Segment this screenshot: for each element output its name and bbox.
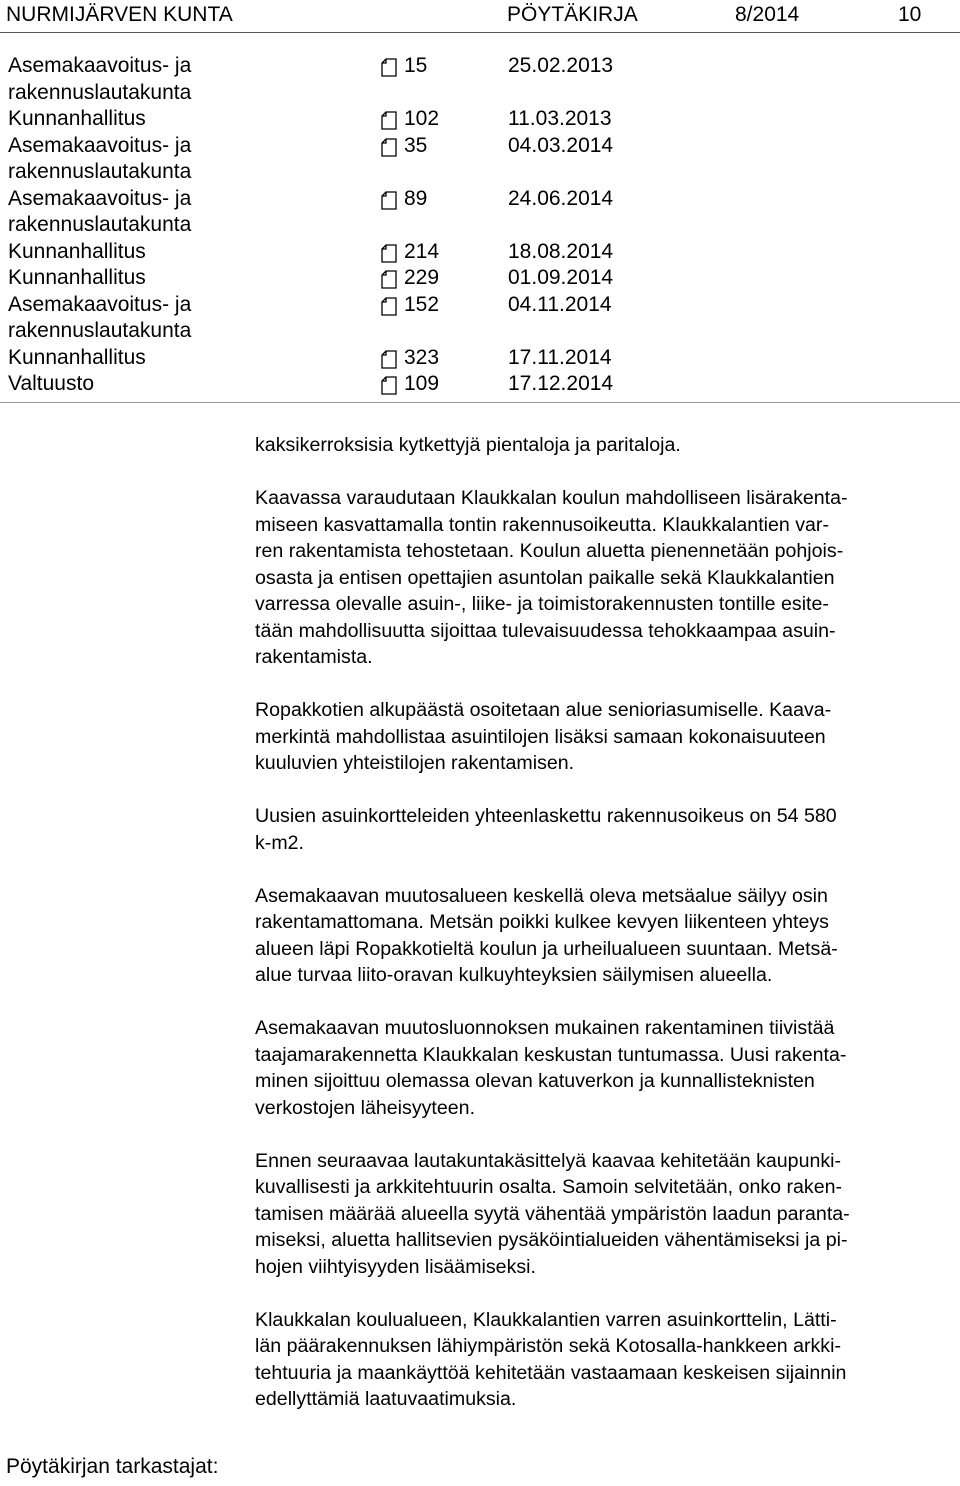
body-paragraph: Asemakaavan muutosalueen keskellä oleva metsäalue säilyy osin rakentamattomana. Metsän poikki kulkee kevyen liikenteen yhteys alueen läpi Ropakkotieltä koulun ja urheilualueen suuntaan. Metsä- alue turvaa liito-oravan kulkuyhteyksien säilymisen alueella. xyxy=(255,884,838,986)
history-date: 17.12.2014 xyxy=(508,372,614,395)
page-number: 10 xyxy=(898,3,922,26)
document-number: 8/2014 xyxy=(735,3,800,26)
history-date: 04.03.2014 xyxy=(508,133,614,157)
body-paragraph: Uusien asuinkortteleiden yhteenlaskettu rakennusoikeus on 54 580 k-m2. xyxy=(255,805,837,854)
history-row xyxy=(0,239,960,266)
document-type: PÖYTÄKIRJA xyxy=(507,3,638,26)
history-divider xyxy=(0,402,960,403)
history-date: 24.06.2014 xyxy=(508,186,614,210)
decision-history xyxy=(0,53,960,398)
history-row xyxy=(0,106,960,133)
history-body-name: Asemakaavoitus- ja rakennuslautakunta xyxy=(8,54,192,104)
body-paragraph: Ennen seuraavaa lautakuntakäsittelyä kaavaa kehitetään kaupunki- kuvallisesti ja arkkitehtuurin osalta. Samoin selvitetään, onko raken- tamisen määrää alueella syytä vähentää ympäristön laadun paranta- miseksi, aluetta hallitsevien pysäköintialueiden vähentämiseksi ja pi- hojen viihtyisyyden lisäämiseksi. xyxy=(255,1149,850,1278)
history-body-name: Asemakaavoitus- ja rakennuslautakunta xyxy=(8,133,192,183)
body-paragraph: Ropakkotien alkupäästä osoitetaan alue senioriasumiselle. Kaava- merkintä mahdollistaa asuintilojen lisäksi samaan kokonaisuuteen kuuluvien yhteistilojen rakentamisen. xyxy=(255,699,832,774)
document-link-icon[interactable] xyxy=(381,375,397,395)
history-body-name: Kunnanhallitus xyxy=(8,107,146,130)
document-link-icon[interactable] xyxy=(381,190,397,210)
history-section-number: 109 xyxy=(404,372,440,395)
history-section-number: 152 xyxy=(404,292,440,316)
history-section-number: 229 xyxy=(404,266,440,289)
body-paragraph: Klaukkalan koulualueen, Klaukkalantien varren asuinkorttelin, Lätti- län päärakennuksen lähiympäristön sekä Kotosalla-hankkeen arkki- tehtuuria ja maankäyttöä kehitetään vastaamaan keskeisen sijainnin edellyttämiä laatuvaatimuksia. xyxy=(255,1308,847,1410)
history-section-number: 89 xyxy=(404,186,428,210)
document-link-icon[interactable] xyxy=(381,137,397,157)
history-row xyxy=(0,345,960,372)
history-section-number: 15 xyxy=(404,54,428,77)
history-date: 17.11.2014 xyxy=(508,345,612,369)
history-section-number: 214 xyxy=(404,239,440,263)
history-row xyxy=(0,371,960,398)
document-link-icon[interactable] xyxy=(381,296,397,316)
history-row xyxy=(0,292,960,345)
history-date: 01.09.2014 xyxy=(508,266,614,289)
document-link-icon[interactable] xyxy=(381,110,397,130)
history-body-name: Kunnanhallitus xyxy=(8,266,146,289)
document-link-icon[interactable] xyxy=(381,349,397,369)
page-header xyxy=(0,0,960,32)
history-section-number: 35 xyxy=(404,133,428,157)
history-section-number: 323 xyxy=(404,345,440,369)
document-link-icon[interactable] xyxy=(381,269,397,289)
document-link-icon[interactable] xyxy=(381,57,397,77)
header-divider xyxy=(0,32,960,33)
body-paragraph: Asemakaavan muutosluonnoksen mukainen rakentaminen tiivistää taajamarakennetta Klaukkalan keskustan tuntumassa. Uusi rakenta- minen sijoittuu olemassa olevan katuverkon ja kunnallisteknisten verkostojen läheisyyteen. xyxy=(255,1017,847,1119)
history-row xyxy=(0,186,960,239)
history-row xyxy=(0,53,960,106)
history-body-name: Kunnanhallitus xyxy=(8,345,146,369)
history-date: 25.02.2013 xyxy=(508,54,614,77)
history-body-name: Asemakaavoitus- ja rakennuslautakunta xyxy=(8,292,192,342)
history-body-name: Kunnanhallitus xyxy=(8,239,146,263)
body-paragraph: Kaavassa varaudutaan Klaukkalan koulun mahdolliseen lisärakenta- miseen kasvattamalla tontin rakennusoikeutta. Klaukkalantien var- ren rakentamista tehostetaan. Koulun aluetta pienennetään pohjois- osasta ja entisen opettajien asuntolan paikalle sekä Klaukkalantien varressa olevalle asuin-, liike- ja toimistorakennusten tontille esite- tään mahdollisuutta sijoittaa tulevaisuudessa tehokkaampaa asuin- rakentamista. xyxy=(255,487,848,668)
history-section-number: 102 xyxy=(404,107,440,130)
body-paragraph: kaksikerroksisia kytkettyjä pientaloja ja paritaloja. xyxy=(255,434,681,456)
history-date: 04.11.2014 xyxy=(508,292,612,316)
organization-name: NURMIJÄRVEN KUNTA xyxy=(6,3,233,26)
history-body-name: Valtuusto xyxy=(8,372,94,395)
history-date: 18.08.2014 xyxy=(508,239,614,263)
history-date: 11.03.2013 xyxy=(508,107,612,130)
document-body xyxy=(255,432,955,1439)
document-link-icon[interactable] xyxy=(381,243,397,263)
footer-label: Pöytäkirjan tarkastajat: xyxy=(6,1455,219,1478)
history-row xyxy=(0,265,960,292)
history-body-name: Asemakaavoitus- ja rakennuslautakunta xyxy=(8,186,192,236)
history-row xyxy=(0,133,960,186)
